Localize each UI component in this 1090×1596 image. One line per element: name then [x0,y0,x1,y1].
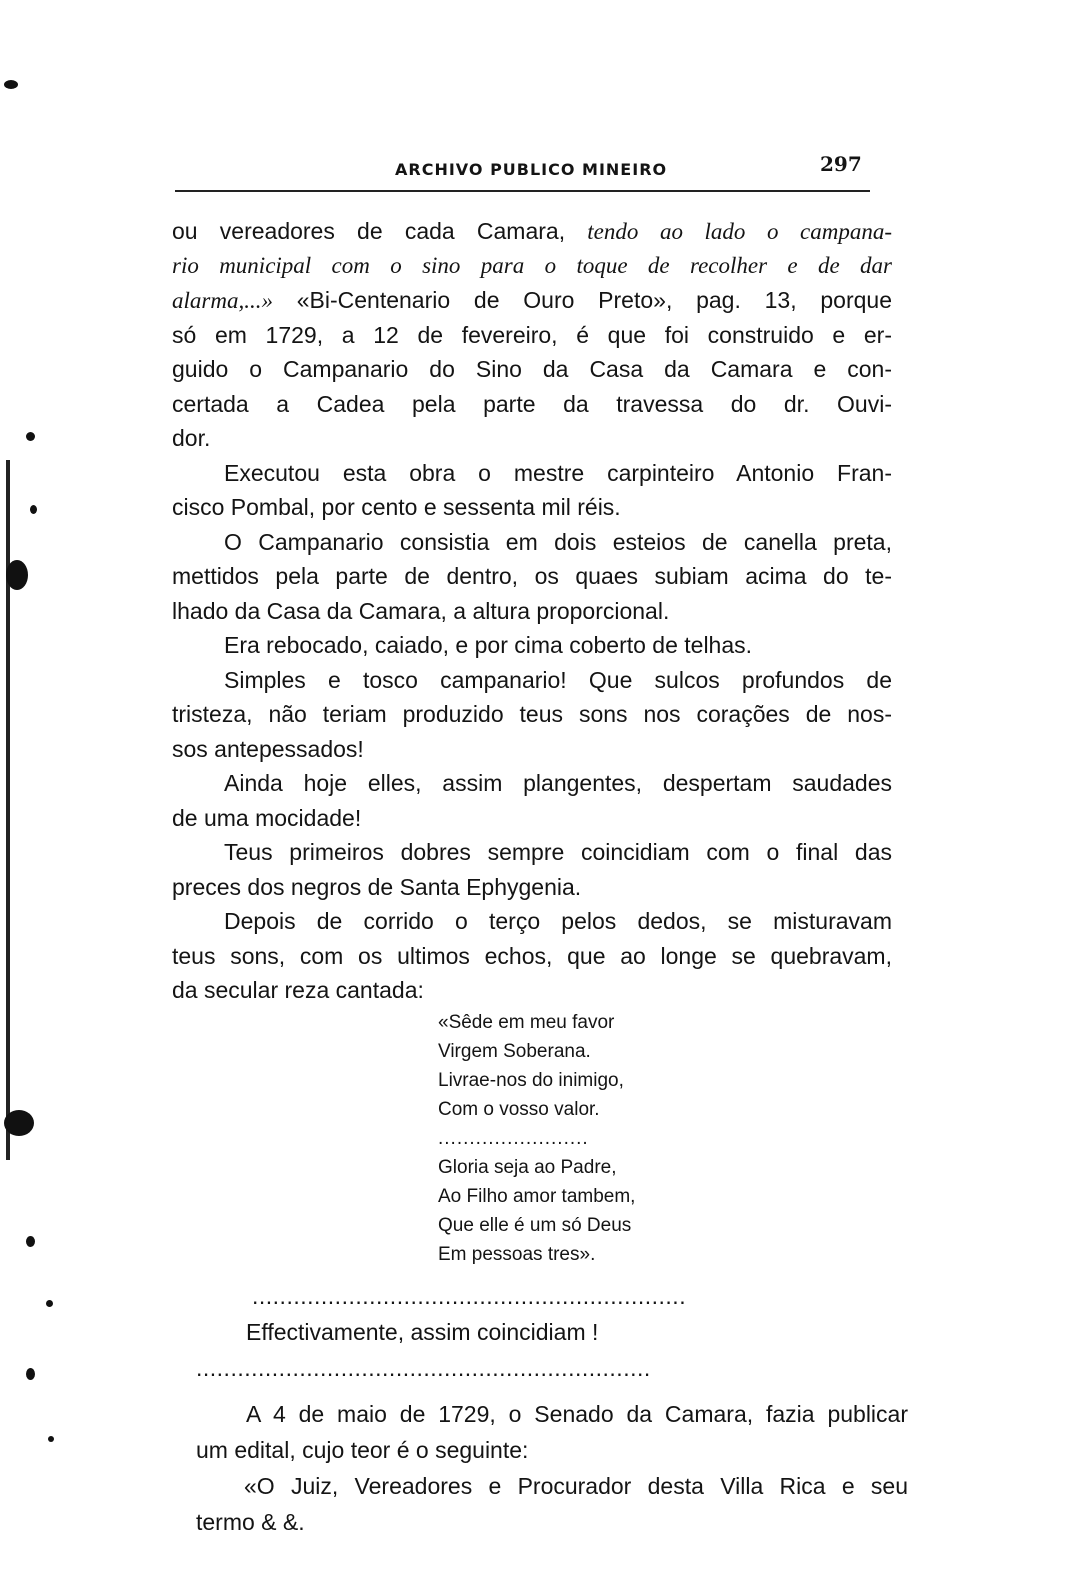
ellipsis-dots: ........................ [438,1128,589,1149]
spacer [196,1386,908,1396]
ink-blot [46,1300,53,1307]
ellipsis-dots: .................................................................. [196,1355,651,1381]
closing-text [196,1278,908,1540]
ink-blot [26,1368,35,1380]
paragraph-start: «O Juiz, Vereadores e Procurador desta Villa Rica e seu [244,1473,908,1499]
body-text [172,214,892,1008]
paragraph-start: Ainda hoje elles, assim plangentes, despertam saudades [224,770,892,796]
text-line: alarma,...» «Bi-Centenario de Ouro Preto», pag. 13, porque [172,287,892,313]
verse-line: «Sêde em meu favor [438,1012,615,1033]
running-head: ARCHIVO PUBLICO MINEIRO [395,160,668,179]
text-line: teus sons, com os ultimos echos, que ao longe se quebravam, [172,942,892,969]
paragraph-start: Effectivamente, assim coincidiam ! [246,1319,599,1345]
paragraph-start: Teus primeiros dobres sempre coincidiam com o final das [224,839,892,865]
ink-blot [6,560,28,590]
text-line: lhado da Casa da Camara, a altura proporcional. [172,597,670,624]
paragraph-start: Executou esta obra o mestre carpinteiro Antonio Fran- [224,459,892,486]
ink-blot [4,80,18,89]
text-line: um edital, cujo teor é o seguinte: [196,1437,529,1463]
hymn-verse [438,1008,635,1269]
paragraph-start: Era rebocado, caiado, e por cima coberto de telhas. [224,632,753,658]
text-line: tristeza, não teriam produzido teus sons nos corações de nos- [172,701,892,727]
ink-blot [26,432,35,441]
page-number: 297 [820,152,862,176]
verse-line: Ao Filho amor tambem, [438,1186,636,1207]
text-line: ou vereadores de cada Camara, tendo ao lado o campana- [172,218,892,244]
verse-line: Gloria seja ao Padre, [438,1157,617,1178]
text-line: de uma mocidade! [172,804,362,831]
verse-line: Que elle é um só Deus [438,1215,632,1236]
text-line: rio municipal com o sino para o toque de recolher e de dar [172,252,892,278]
text-line: dor. [172,425,211,451]
ellipsis-dots: ............................................................... [252,1283,687,1309]
text-line: sos antepessados! [172,735,364,762]
text-line: cisco Pombal, por cento e sessenta mil réis. [172,494,621,520]
paragraph-start: A 4 de maio de 1729, o Senado da Camara, fazia publicar [246,1401,908,1427]
verse-line: Virgem Soberana. [438,1041,591,1062]
ink-blot [48,1436,54,1442]
paragraph-start: O Campanario consistia em dois esteios de canella preta, [224,528,892,555]
text-line: da secular reza cantada: [172,977,424,1003]
paragraph-start: Depois de corrido o terço pelos dedos, se misturavam [224,908,892,934]
verse-line: Em pessoas tres». [438,1244,596,1265]
header-rule [175,190,870,192]
verse-line: Livrae-nos do inimigo, [438,1070,624,1091]
ink-blot [30,505,37,514]
ink-blot [26,1236,35,1247]
verse-line: Com o vosso valor. [438,1099,600,1120]
text-line: mettidos pela parte de dentro, os quaes subiam acima do te- [172,563,892,589]
paragraph-start: Simples e tosco campanario! Que sulcos profundos de [224,666,892,693]
text-line: certada a Cadea pela parte da travessa do dr. Ouvi- [172,390,892,417]
text-line: só em 1729, a 12 de fevereiro, é que foi construido e er- [172,321,892,348]
text-line: termo & &. [196,1509,305,1535]
text-line: guido o Campanario do Sino da Casa da Camara e con- [172,356,892,382]
ink-blot [4,1110,34,1136]
text-line: preces dos negros de Santa Ephygenia. [172,873,582,900]
page-header [175,152,875,186]
